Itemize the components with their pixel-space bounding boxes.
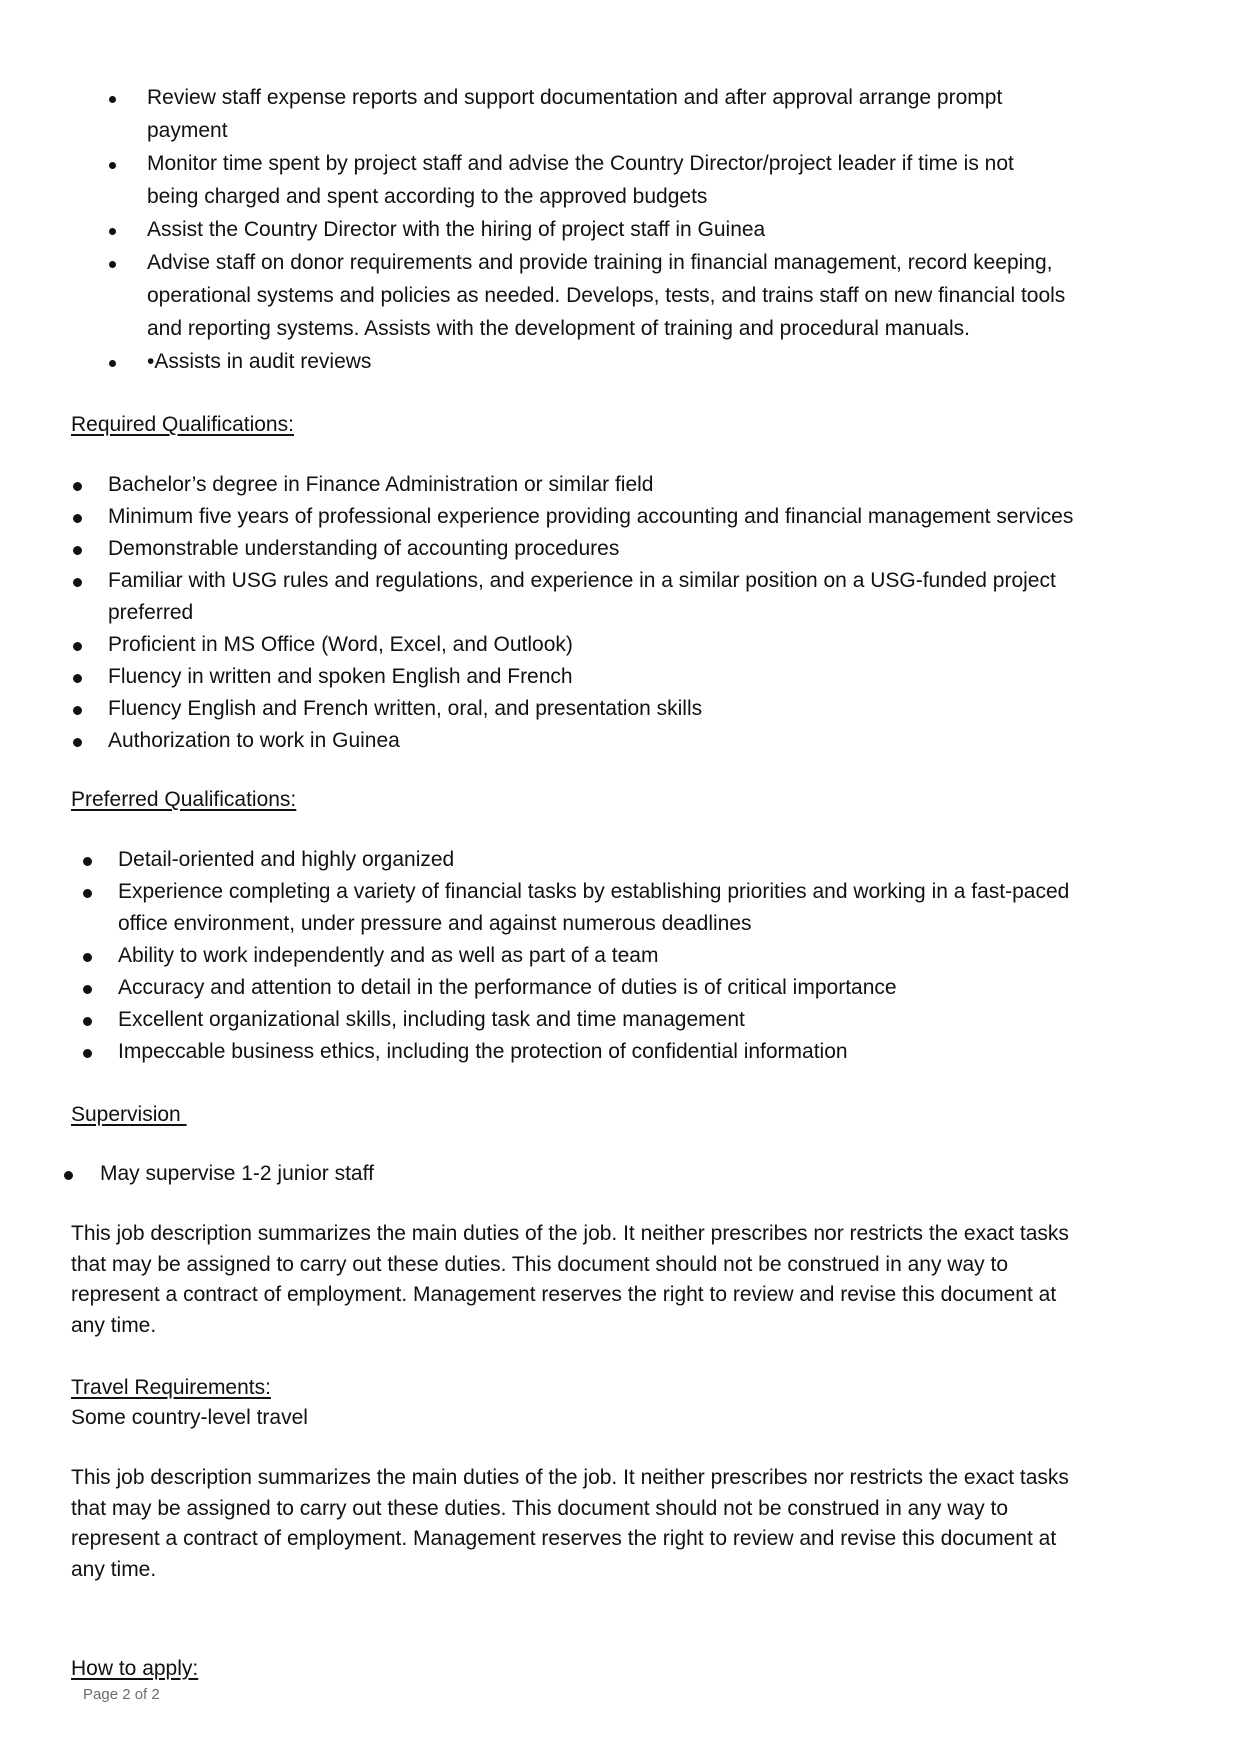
- bullet-icon: [83, 889, 92, 898]
- list-item-continuation: operational systems and policies as needed. Develops, tests, and trains staff on new financial tools: [147, 284, 1066, 307]
- bullet-icon: [109, 360, 116, 367]
- bullet-icon: [73, 546, 82, 555]
- list-item: •Assists in audit reviews: [147, 350, 372, 373]
- bullet-icon: [73, 674, 82, 683]
- list-item-continuation: and reporting systems. Assists with the development of training and procedural manuals.: [147, 317, 970, 340]
- list-item: Proficient in MS Office (Word, Excel, and Outlook): [108, 633, 573, 656]
- list-item-continuation: payment: [147, 119, 228, 142]
- bullet-icon: [109, 162, 116, 169]
- paragraph-line: represent a contract of employment. Management reserves the right to review and revise this document at: [71, 1527, 1057, 1550]
- bullet-icon: [64, 1171, 73, 1180]
- list-item: Fluency English and French written, oral, and presentation skills: [108, 697, 703, 720]
- how-to-apply-heading: How to apply:: [71, 1657, 199, 1680]
- list-item: Impeccable business ethics, including the protection of confidential information: [118, 1040, 848, 1063]
- paragraph-line: that may be assigned to carry out these duties. This document should not be construed in any way to: [71, 1496, 1008, 1520]
- list-item: Review staff expense reports and support documentation and after approval arrange prompt: [147, 86, 1003, 109]
- paragraph-line: represent a contract of employment. Management reserves the right to review and revise this document at: [71, 1283, 1057, 1306]
- bullet-icon: [83, 857, 92, 866]
- bullet-icon: [109, 228, 116, 235]
- bullet-icon: [73, 738, 82, 747]
- bullet-icon: [73, 706, 82, 715]
- travel-requirements-text: Some country-level travel: [71, 1406, 308, 1429]
- page-number: Page 2 of 2: [83, 1686, 160, 1703]
- list-item: Minimum five years of professional experience providing accounting and financial management services: [108, 505, 1074, 528]
- bullet-icon: [83, 985, 92, 994]
- list-item: Accuracy and attention to detail in the performance of duties is of critical importance: [118, 976, 897, 999]
- travel-requirements-heading: Travel Requirements:: [71, 1376, 271, 1399]
- bullet-icon: [109, 96, 116, 103]
- supervision-heading: Supervision: [71, 1103, 187, 1126]
- list-item: Ability to work independently and as well as part of a team: [118, 944, 659, 967]
- preferred-qualifications-heading: Preferred Qualifications:: [71, 788, 297, 811]
- bullet-icon: [83, 1017, 92, 1026]
- list-item-continuation: preferred: [108, 601, 194, 624]
- list-item: Experience completing a variety of financial tasks by establishing priorities and working in a fast-paced: [118, 880, 1070, 903]
- paragraph-line: any time.: [71, 1557, 157, 1581]
- bullet-icon: [73, 482, 82, 491]
- list-item-continuation: being charged and spent according to the approved budgets: [147, 185, 708, 208]
- bullet-icon: [83, 1049, 92, 1058]
- bullet-icon: [73, 642, 82, 651]
- paragraph-line: This job description summarizes the main duties of the job. It neither prescribes nor restricts the exact tasks: [71, 1466, 1069, 1489]
- bullet-icon: [73, 578, 82, 587]
- list-item: Monitor time spent by project staff and advise the Country Director/project leader if time is not: [147, 152, 1014, 175]
- paragraph-line: any time.: [71, 1313, 157, 1337]
- list-item: Advise staff on donor requirements and provide training in financial management, record keeping,: [147, 251, 1053, 274]
- list-item-continuation: office environment, under pressure and against numerous deadlines: [118, 912, 752, 935]
- bullet-icon: [83, 953, 92, 962]
- list-item: Familiar with USG rules and regulations, and experience in a similar position on a USG-funded project: [108, 569, 1056, 592]
- paragraph-line: This job description summarizes the main duties of the job. It neither prescribes nor restricts the exact tasks: [71, 1222, 1069, 1245]
- list-item: Detail-oriented and highly organized: [118, 848, 455, 871]
- list-item: Assist the Country Director with the hiring of project staff in Guinea: [147, 218, 766, 241]
- paragraph-line: that may be assigned to carry out these duties. This document should not be construed in any way to: [71, 1252, 1008, 1276]
- bullet-icon: [109, 261, 116, 268]
- list-item: Demonstrable understanding of accounting procedures: [108, 537, 620, 560]
- list-item: Authorization to work in Guinea: [108, 729, 400, 752]
- list-item: Fluency in written and spoken English and French: [108, 665, 573, 688]
- list-item: Excellent organizational skills, including task and time management: [118, 1008, 745, 1031]
- required-qualifications-heading: Required Qualifications:: [71, 413, 294, 436]
- list-item: May supervise 1-2 junior staff: [100, 1162, 374, 1185]
- list-item: Bachelor’s degree in Finance Administration or similar field: [108, 473, 654, 496]
- bullet-icon: [73, 514, 82, 523]
